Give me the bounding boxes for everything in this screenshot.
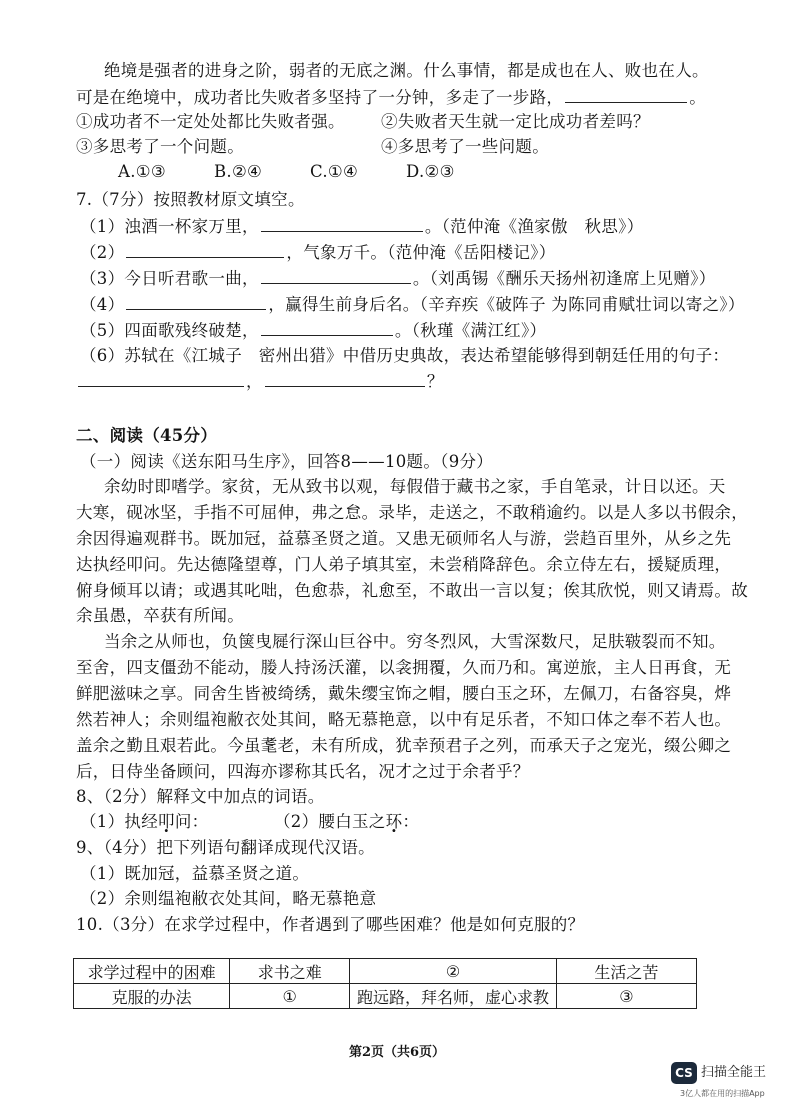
q7-line-3-pre: （3）今日听君歌一曲，	[80, 269, 259, 288]
q8-item-2-b: ：	[402, 812, 420, 831]
table-answer-cell-3[interactable]: ③	[556, 984, 696, 1009]
camscanner-name: 扫描全能王	[701, 1065, 767, 1080]
q6-stem-line2-end: 。	[689, 88, 707, 107]
q7-line-1-pre: （1）浊酒一杯家万里，	[80, 217, 259, 236]
q7-line-3	[80, 266, 716, 291]
q7-line-5-pre: （5）四面歌残终破楚，	[80, 321, 259, 340]
q9-sentence-1: （1）既加冠，益慕圣贤之道。	[80, 864, 310, 883]
q8-item-1	[80, 810, 208, 834]
q7-blank-4[interactable]	[126, 292, 266, 310]
reading-sub-title: （一）阅读《送东阳马生序》，回答8——10题。（9分）	[80, 452, 494, 471]
q7-line-3-post: 。（刘禹锡《酬乐天扬州初逢席上见赠》）	[412, 269, 716, 288]
q7-title: 7.（7分）按照教材原文填空。	[76, 190, 305, 209]
table-header-cell: 克服的办法	[74, 984, 230, 1009]
passage-p2-line-2: 至舍，四支僵劲不能动，媵人持汤沃灌，以衾拥覆，久而乃和。寓逆旅，主人日再食，无	[76, 658, 732, 677]
q7-line-1	[80, 214, 644, 239]
table-answer-cell-2[interactable]: ②	[350, 959, 557, 984]
q8-title: 8、（2分）解释文中加点的词语。	[76, 787, 325, 806]
q8-item-1-b: 问：	[174, 812, 209, 831]
choice-b[interactable]: B.②④	[214, 162, 263, 181]
camscanner-logo-icon: CS	[671, 1062, 697, 1084]
q8-item-2	[274, 810, 419, 834]
q7-blank-5[interactable]	[261, 318, 393, 336]
q8-item-2-a: （2）腰白玉之	[274, 812, 386, 831]
page-number: 第2页（共6页）	[348, 1045, 446, 1060]
passage-p2-line-6: 后，日侍坐备顾问，四海亦谬称其氏名，况才之过于余者乎？	[76, 762, 530, 781]
passage-p2-line-5: 盖余之勤且艰若此。今虽耄老，未有所成，犹幸预君子之列，而承天子之宠光，缀公卿之	[76, 736, 732, 755]
passage-p1-line-2: 大寒，砚冰坚，手指不可屈伸，弗之怠。录毕，走送之，不敢稍逾约。以是人多以书假余，	[76, 503, 748, 522]
q10-table	[73, 958, 697, 1009]
q6-option-4: ④多思考了一些问题。	[381, 137, 549, 156]
choice-a[interactable]: A.①③	[118, 162, 166, 181]
q7-line-1-post: 。（范仲淹《渔家傲 秋思》）	[424, 217, 644, 236]
q8-dotted-word-1: 叩	[158, 812, 175, 831]
q7-line-5-post: 。（秋瑾《满江红》）	[394, 321, 547, 340]
q7-line-7-mid: ，	[246, 372, 263, 391]
passage-p1-line-5: 俯身倾耳以请；或遇其叱咄，色愈恭，礼愈至，不敢出一言以复；俟其欣悦，则又请焉。故	[76, 581, 748, 600]
passage-p2-line-4: 然若神人；余则缊袍敝衣处其间，略无慕艳意，以中有足乐者，不知口体之奉不若人也。	[76, 710, 732, 729]
q6-option-2: ②失败者天生就一定比成功者差吗？	[381, 112, 650, 131]
q8-item-1-a: （1）执经	[80, 812, 158, 831]
q10-title: 10.（3分）在求学过程中，作者遇到了哪些困难？他是如何克服的？	[76, 915, 585, 934]
table-cell: 求书之难	[230, 959, 350, 984]
table-row	[74, 984, 697, 1009]
passage-p1-line-1: 余幼时即嗜学。家贫，无从致书以观，每假借于藏书之家，手自笔录，计日以还。天	[104, 477, 726, 496]
choice-d[interactable]: D.②③	[406, 162, 455, 181]
q7-line-7	[76, 369, 444, 394]
q6-option-1: ①成功者不一定处处都比失败者强。	[76, 112, 345, 131]
q6-stem-line2-text: 可是在绝境中，成功者比失败者多坚持了一分钟，多走了一步路，	[76, 88, 564, 107]
q7-line-2-pre: （2）	[80, 243, 125, 262]
camscanner-slogan: 3亿人都在用的扫描App	[680, 1089, 765, 1098]
table-answer-cell-1[interactable]: ①	[230, 984, 350, 1009]
q7-line-5	[80, 318, 546, 343]
q7-blank-6b[interactable]	[265, 369, 425, 387]
q7-line-4-pre: （4）	[80, 295, 125, 314]
passage-p2-line-3: 鲜肥滋味之享。同舍生皆被绮绣，戴朱缨宝饰之帽，腰白玉之环，左佩刀，右备容臭，烨	[76, 684, 732, 703]
choice-c[interactable]: C.①④	[310, 162, 359, 181]
q6-stem-line2	[76, 85, 706, 110]
passage-p2-line-1: 当余之从师也，负箧曳屣行深山巨谷中。穷冬烈风，大雪深数尺，足肤皲裂而不知。	[104, 632, 726, 651]
q7-line-2	[80, 240, 556, 265]
q6-option-3: ③多思考了一个问题。	[76, 137, 244, 156]
q7-line-4	[80, 292, 745, 317]
table-header-cell: 求学过程中的困难	[74, 959, 230, 984]
table-cell: 生活之苦	[556, 959, 696, 984]
q7-line-2-post: ，气象万千。（范仲淹《岳阳楼记》）	[286, 243, 556, 262]
q6-answer-blank[interactable]	[565, 85, 687, 103]
passage-p1-line-3: 余因得遍观群书。既加冠，益慕圣贤之道。又患无硕师名人与游，尝趋百里外，从乡之先	[76, 529, 732, 548]
table-cell: 跑远路，拜名师，虚心求教	[350, 984, 557, 1009]
passage-p1-line-4: 达执经叩问。先达德隆望尊，门人弟子填其室，未尝稍降辞色。余立侍左右，援疑质理，	[76, 555, 732, 574]
table-row	[74, 959, 697, 984]
q7-line-4-post: ，赢得生前身后名。（辛弃疾《破阵子 为陈同甫赋壮词以寄之》）	[268, 295, 745, 314]
q9-sentence-2: （2）余则缊袍敝衣处其间，略无慕艳意	[80, 889, 377, 908]
passage-p1-line-6: 余虽愚，卒获有所闻。	[76, 606, 244, 625]
q8-dotted-word-2: 环	[385, 812, 403, 831]
q6-stem-line1: 绝境是强者的进身之阶，弱者的无底之渊。什么事情，都是成也在人、败也在人。	[104, 61, 709, 80]
q7-line-6: （6）苏轼在《江城子 密州出猎》中借历史典故，表达希望能够得到朝廷任用的句子：	[80, 346, 730, 365]
q9-title: 9、（4分）把下列语句翻译成现代汉语。	[76, 838, 375, 857]
q7-line-7-end: ？	[426, 372, 444, 391]
reading-section-title: 二、阅读（45分）	[76, 426, 218, 445]
q7-blank-6a[interactable]	[78, 369, 244, 387]
q7-blank-2[interactable]	[126, 240, 284, 258]
q6-choices	[118, 160, 502, 184]
q7-blank-3[interactable]	[261, 266, 411, 284]
q7-blank-1[interactable]	[261, 214, 423, 232]
